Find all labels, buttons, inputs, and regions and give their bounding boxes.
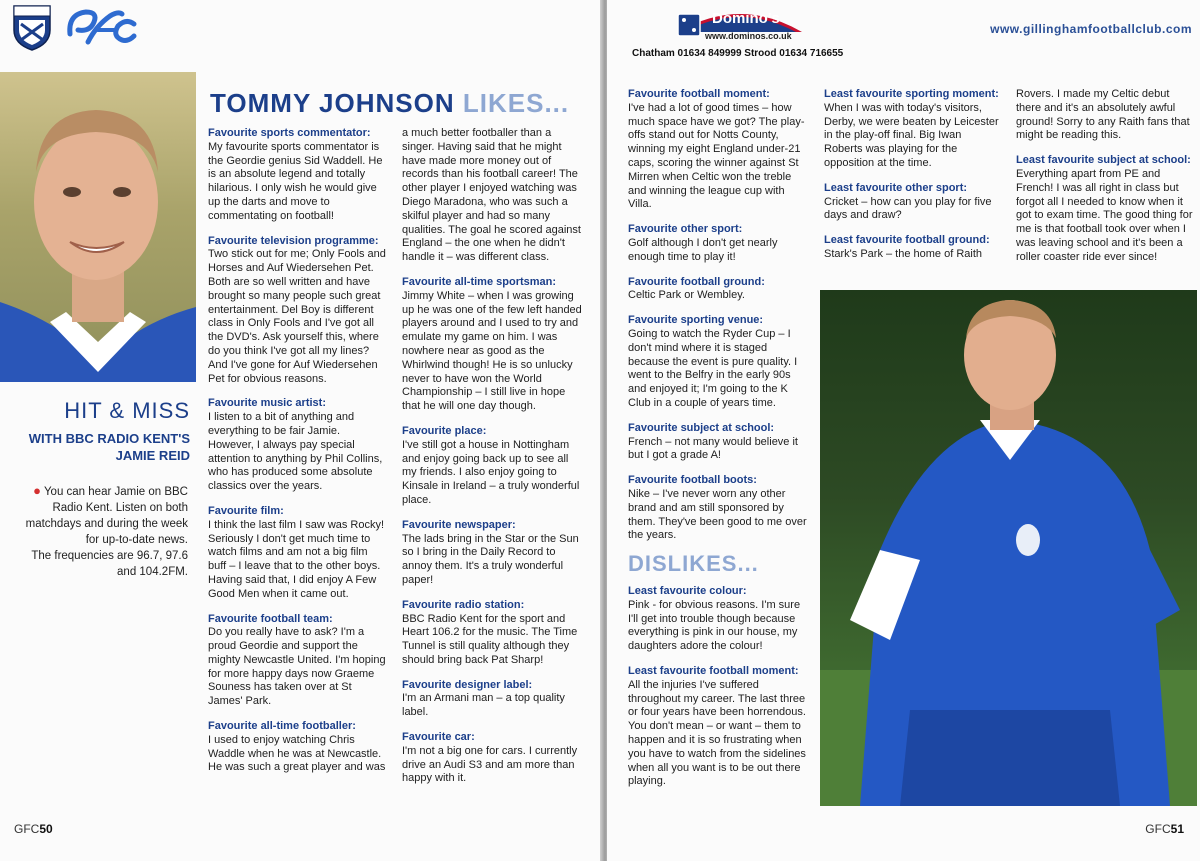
question-heading: Least favourite subject at school: <box>1016 154 1191 167</box>
answer-text: I'm an Armani man – a top quality label. <box>402 692 565 719</box>
answer-text: I think the last film I saw was Rocky! Seriously I don't get much time to watch films and am not a big film buff – I leave that to the other boys. Having said that, I did enjoy A Few Good Men when it came out. <box>208 518 385 600</box>
question-heading: Favourite newspaper: <box>402 518 516 531</box>
dominos-brand-name: Domino's <box>712 10 780 27</box>
frequencies-text: The frequencies are 96.7, 97.6 and 104.2FM. <box>31 550 188 578</box>
answer-text: Everything apart from PE and French! I was all right in class but forgot all I needed to know when it got to exam time. The good thing for me is that football took over when I was leaving school and it's been a roller coaster ride ever since! <box>1016 167 1193 263</box>
hit-and-miss-block <box>10 398 190 464</box>
answer-text: All the injuries I've suffered throughout my career. The last three or four years have been horrendous. You don't mean – or want – them to happen and it is so frustrating when you have to watch from the sidelines when all you want is to be out there playing. <box>628 678 806 788</box>
radio-kent-subtitle: WITH BBC RADIO KENT'S <box>28 431 190 446</box>
question-heading: Favourite radio station: <box>402 598 525 611</box>
answer-text: The lads bring in the Star or the Sun so I bring in the Daily Record to annoy them. It's a truly wonderful paper! <box>402 532 579 586</box>
folio-prefix: GFC <box>14 822 40 836</box>
presenter-name: JAMIE REID <box>115 448 190 463</box>
answer-text: Celtic Park or Wembley. <box>628 289 745 302</box>
player-action-photo <box>820 290 1197 806</box>
qa-section <box>402 731 582 786</box>
answer-text: Going to watch the Ryder Cup – I don't mind where it is staged because the event is pure quality. I went to the Belfry in the early 90s and enjoyed it; I'm going to the K Club in a couple of years time. <box>628 327 798 409</box>
dominos-phone-numbers: Chatham 01634 849999 Strood 01634 716655 <box>632 48 844 59</box>
answer-text: My favourite sports commentator is the Geordie genius Sid Waddell. He is an absolute legend and totally hilarious. I only wish he would give up the darts and move to commentating on football! <box>208 140 383 222</box>
question-heading: Favourite football moment: <box>628 88 770 100</box>
qa-section <box>824 234 1002 262</box>
question-heading: Least favourite football ground: <box>824 234 990 247</box>
question-heading: Favourite all-time footballer: <box>208 720 356 733</box>
qa-section <box>1016 88 1194 143</box>
qa-section <box>1016 154 1194 264</box>
question-heading: Favourite music artist: <box>208 397 326 410</box>
qa-section <box>402 425 582 508</box>
qa-section <box>402 127 582 265</box>
question-heading: Favourite football ground: <box>628 275 765 288</box>
hit-and-miss-title: HIT & MISS <box>64 398 190 423</box>
question-heading: Least favourite sporting moment: <box>824 88 999 100</box>
club-crest-icon <box>12 4 52 52</box>
qa-section <box>208 235 386 387</box>
player-portrait-photo <box>0 72 196 382</box>
answer-text: a much better footballer than a singer. Having said that he might have made more money out of records than his football career! The other player I enjoyed watching was Diego Maradona, who was such a skilful player and had so many qualities. The goal he scored against England – the one when he didn't handle it – was different class. <box>402 127 581 264</box>
question-heading: Favourite film: <box>208 504 284 517</box>
qa-section <box>824 182 1002 223</box>
question-heading: Favourite place: <box>402 424 487 437</box>
answer-text: I'm not a big one for cars. I currently drive an Audi S3 and am more than happy with it. <box>402 744 578 785</box>
headline-likes: LIKES... <box>462 88 570 118</box>
club-website-url: www.gillinghamfootballclub.com <box>990 22 1192 36</box>
headline-player-name: TOMMY JOHNSON <box>210 88 455 118</box>
folio-prefix: GFC <box>1145 822 1171 836</box>
question-heading: Favourite subject at school: <box>628 421 775 434</box>
question-heading: Favourite sports commentator: <box>208 127 371 139</box>
dislikes-heading: DISLIKES... <box>628 551 759 576</box>
answer-text: I've had a lot of good times – how much space have we got? The play-offs stand out for Notts County, winning my eight England under-21 caps, scoring the winner against St Mirren when Celtic won the treble and winning the league cup with Villa. <box>628 101 805 211</box>
qa-section <box>402 679 582 720</box>
qa-section <box>208 720 386 775</box>
qa-section <box>628 585 808 654</box>
qa-section <box>208 127 386 224</box>
question-heading: Favourite car: <box>402 731 475 744</box>
folio-number: 51 <box>1170 822 1184 836</box>
action-illustration <box>820 290 1197 806</box>
question-heading: Least favourite other sport: <box>824 181 968 194</box>
bullet-dot-icon: ● <box>33 483 41 498</box>
promo-text: You can hear Jamie on BBC Radio Kent. Listen on both matchdays and during the week for up-to-date news. <box>25 486 188 546</box>
qa-section <box>628 665 808 789</box>
answer-text: I listen to a bit of anything and everything to be fair Jamie. However, I always pay special attention to anything by Phil Collins, who has produced some absolute classics over the years. <box>208 411 383 493</box>
answer-text: Rovers. I made my Celtic debut there and it's an absolutely awful ground! Sorry to any Raith fans that might be reading this. <box>1016 88 1190 142</box>
answer-text: Nike – I've never worn any other brand and am still sponsored by them. They've been good to me over the years. <box>628 487 807 542</box>
qa-section <box>628 88 808 212</box>
qa-section <box>402 519 582 588</box>
dominos-url: www.dominos.co.uk <box>705 31 792 41</box>
answer-text: Pink - for obvious reasons. I'm sure I'll get into trouble though because everything is pink in our house, my daughters adore the colour! <box>628 598 801 653</box>
article-column-4 <box>824 88 1002 273</box>
question-heading: Favourite other sport: <box>628 223 743 236</box>
question-heading: Favourite football team: <box>208 612 333 625</box>
qa-section <box>402 276 582 414</box>
answer-text: I've still got a house in Nottingham and enjoy going back up to see all my friends. I also enjoy going to Kinsale in Ireland – a truly wonderful place. <box>402 438 580 506</box>
qa-section <box>628 314 808 411</box>
article-column-2 <box>402 127 582 797</box>
qa-section <box>208 505 386 602</box>
question-heading: Least favourite colour: <box>628 585 747 597</box>
page-number-right <box>1145 822 1184 836</box>
article-headline <box>210 88 569 119</box>
answer-text: When I was with today's visitors, Derby, we were beaten by Leicester in the play-off final. Big Iwan Roberts was playing for the opposition at the time. <box>824 101 999 169</box>
qa-section <box>628 223 808 264</box>
answer-text: French – not many would believe it but I got a grade A! <box>628 435 798 462</box>
gfc-monogram-icon <box>60 2 140 52</box>
question-heading: Favourite television programme: <box>208 234 379 247</box>
page-number-left <box>14 822 53 836</box>
qa-section <box>208 613 386 710</box>
answer-text: I used to enjoy watching Chris Waddle when he was at Newcastle. He was such a great player and was <box>208 733 386 774</box>
question-heading: Least favourite football moment: <box>628 664 799 677</box>
article-column-3-dislikes <box>628 585 808 800</box>
answer-text: Jimmy White – when I was growing up he was one of the few left handed players around and I used to try and emulate my game on him. I was nowhere near as good as the Whirlwind though! He is so unlucky never to have won the World Championship – I still live in hope that he will one day though. <box>402 289 582 413</box>
question-heading: Favourite designer label: <box>402 678 533 691</box>
answer-text: BBC Radio Kent for the sport and Heart 106.2 for the music. The Time Tunnel is still quality although they should bring back Pat Sharp! <box>402 612 578 666</box>
question-heading: Favourite all-time sportsman: <box>402 275 557 288</box>
folio-number: 50 <box>39 822 53 836</box>
article-column-3 <box>628 88 808 554</box>
qa-section <box>208 397 386 494</box>
portrait-illustration <box>0 72 196 382</box>
qa-section <box>628 276 808 304</box>
answer-text: Two stick out for me; Only Fools and Horses and Auf Wiedersehen Pet. Both are so well written and have brought so many people such great entertainment. Del Boy is different class in Only Fools and I've got all the DVD's. Ask yourself this, where do you think I've got all my lines? And I've gone for Auf Wiedersehen Pet for obvious reasons. <box>208 248 386 385</box>
radio-promo-text <box>16 483 188 580</box>
question-heading: Favourite football boots: <box>628 474 757 487</box>
answer-text: Do you really have to ask? I'm a proud Geordie and support the mighty Newcastle United. I'm hoping for more happy days now Graeme Souness has taken over at St James' Park. <box>208 626 386 708</box>
qa-section <box>628 474 808 543</box>
qa-section <box>402 599 582 668</box>
answer-text: Stark's Park – the home of Raith <box>824 247 983 260</box>
qa-section <box>824 88 1002 171</box>
article-column-5 <box>1016 88 1194 276</box>
answer-text: Golf although I don't get nearly enough time to play it! <box>628 236 778 263</box>
answer-text: Cricket – how can you play for five days and draw? <box>824 195 992 222</box>
question-heading: Favourite sporting venue: <box>628 314 764 327</box>
qa-section <box>628 422 808 463</box>
article-column-1 <box>208 127 386 786</box>
